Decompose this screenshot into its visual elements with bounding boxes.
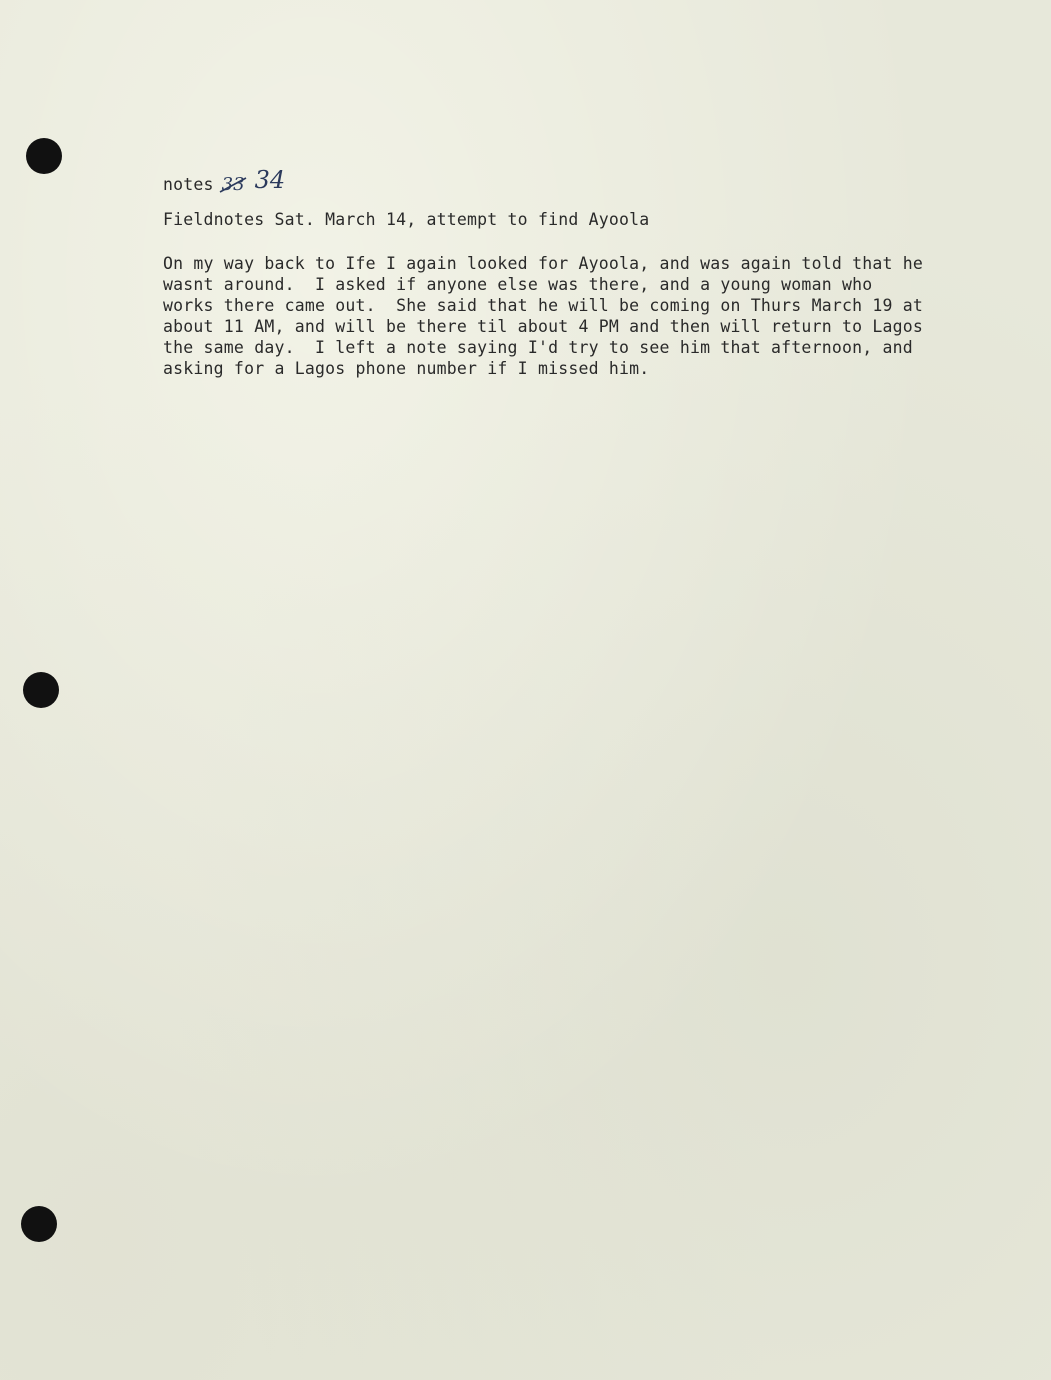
crossed-out-page-number — [222, 174, 245, 195]
page-header — [163, 168, 285, 196]
strikethrough-mark — [218, 176, 248, 194]
header-label: notes — [163, 175, 214, 194]
punch-hole-middle — [23, 672, 59, 708]
punch-hole-top — [26, 138, 62, 174]
body-line: On my way back to Ife I again looked for Ayoola, and was again told that he — [163, 254, 924, 273]
body-line: asking for a Lagos phone number if I missed him. — [163, 359, 650, 378]
crossed-out-page-number-text: 33 — [221, 174, 245, 195]
body-line: works there came out. She said that he will be coming on Thurs March 19 at — [163, 296, 924, 315]
body-line: the same day. I left a note saying I'd try to see him that afternoon, and — [163, 338, 913, 357]
body-line: about 11 AM, and will be there til about 4 PM and then will return to Lagos — [163, 317, 924, 336]
punch-hole-bottom — [21, 1206, 57, 1242]
body-line: wasnt around. I asked if anyone else was there, and a young woman who — [163, 275, 873, 294]
body-paragraph — [163, 253, 963, 379]
handwritten-page-number: 34 — [254, 166, 286, 194]
document-title: Fieldnotes Sat. March 14, attempt to find Ayoola — [163, 210, 650, 229]
